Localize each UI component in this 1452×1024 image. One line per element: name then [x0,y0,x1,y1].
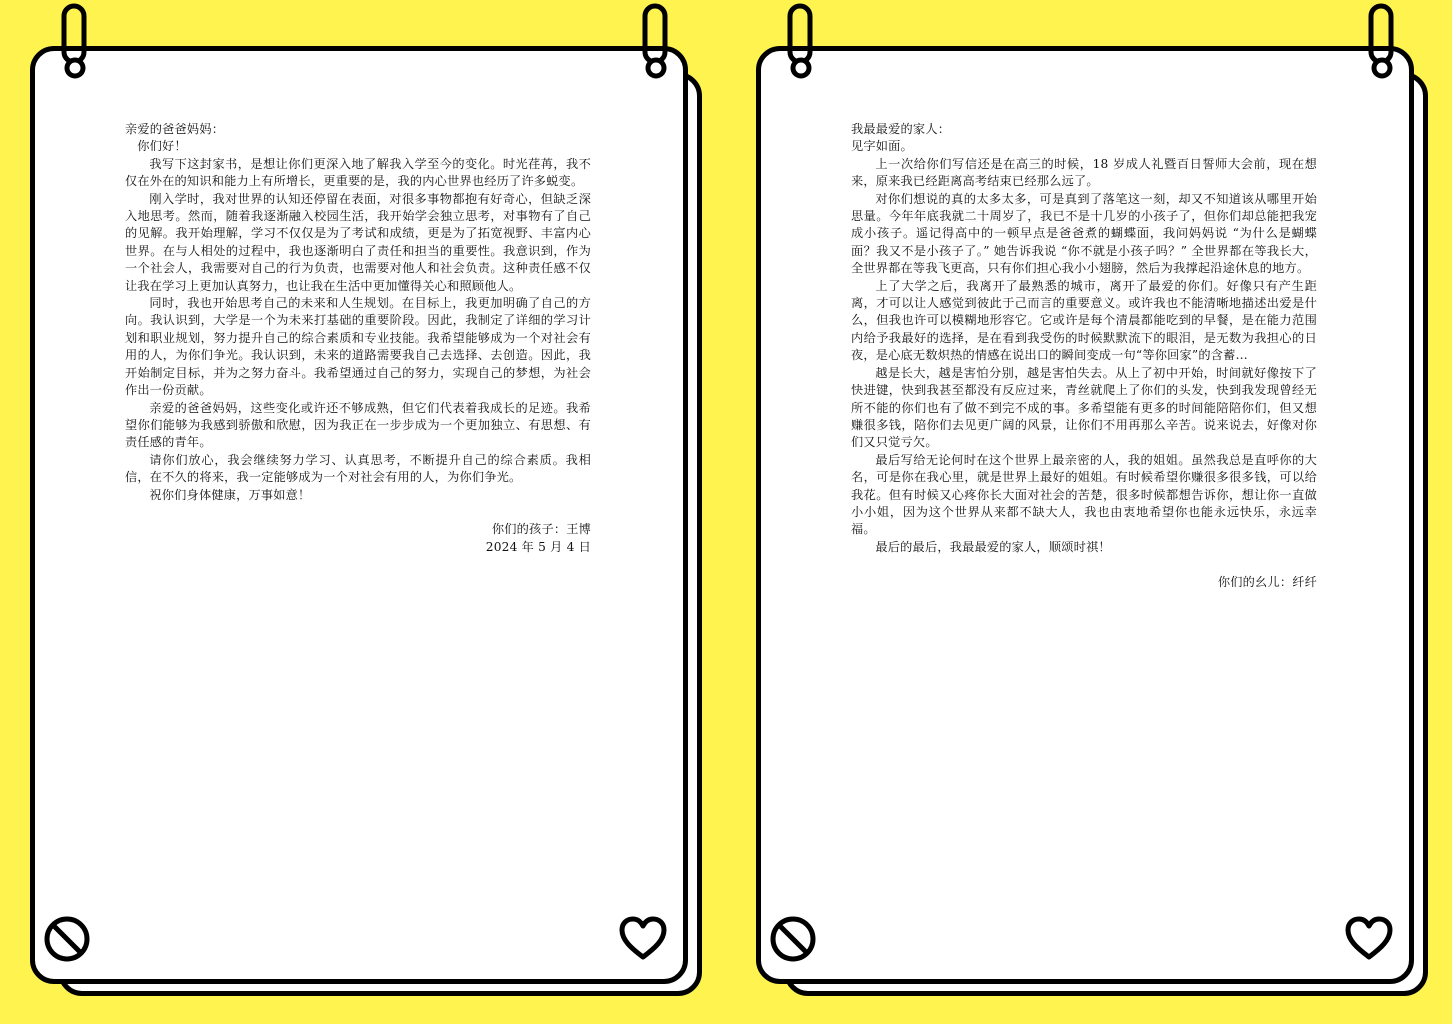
letter-greeting: 见字如面。 [851,139,913,154]
letter-paragraph: 我写下这封家书，是想让你们更深入地了解我入学至今的变化。时光荏苒，我不仅在外在的知识和能力上有所增长，更重要的是，我的内心世界也经历了许多蜕变。 [125,156,591,189]
letter-paragraph: 上一次给你们写信还是在高三的时候，18 岁成人礼暨百日誓师大会前，现在想来，原来我已经距离高考结束已经那么远了。 [851,156,1317,189]
letter-salutation: 亲爱的爸爸妈妈： [125,122,225,136]
prohibited-icon [768,914,818,964]
heart-outline-icon [1343,914,1395,962]
letter-signature: 你们的孩子：王博 [491,522,591,537]
letter-paragraph: 上了大学之后，我离开了最熟悉的城市，离开了最爱的你们。好像只有产生距离，才可以让人感觉到彼此于己而言的重要意义。或许我也不能清晰地描述出爱是什么，但我也许可以模糊地形容它。它或许是每个清晨都能吃到的早餐，是在能力范围内给予我最好的选择，是在看到我受伤的时候默默流下的眼泪，是无数为我担心的日夜，是心底无数炽热的情感在说出口的瞬间变成一句“等你回家”的含蓄… [851,278,1317,363]
letter-paragraph: 越是长大，越是害怕分别，越是害怕失去。从上了初中开始，时间就好像按下了快进键，快到我甚至都没有反应过来，青丝就爬上了你们的头发，快到我发现曾经无所不能的你们也有了做不到完不成的事。多希望能有更多的时间能陪陪你们，但又想赚很多钱，陪你们去见更广阔的风景，让你们不用再那么辛苦。说来说去，好像对你们又只觉亏欠。 [851,365,1317,450]
letter-paragraph: 对你们想说的真的太多太多，可是真到了落笔这一刻，却又不知道该从哪里开始思量。今年年底我就二十周岁了，我已不是十几岁的小孩子了，但你们却总能把我宠成小孩子。遥记得高中的一顿早点是爸爸煮的蝴蝶面，我问妈妈说 “为什么是蝴蝶面？我又不是小孩子了。” 她告诉我说 “你不就是小孩子吗？” 全世界都在等我长大，全世界都在等我飞更高，只有你们担心我小小翅膀，然后为我撑起沿途休息的地方。 [851,191,1317,276]
binder-ring-icon [58,2,92,80]
letter-paragraph: 同时，我也开始思考自己的未来和人生规划。在目标上，我更加明确了自己的方向。我认识到，大学是一个为未来打基础的重要阶段。因此，我制定了详细的学习计划和职业规划，努力提升自己的综合素质和专业技能。我希望能够成为一个对社会有用的人，为你们争光。我认识到，未来的道路需要我自己去选择、去创造。因此，我开始制定目标，并为之努力奋斗。我希望通过自己的努力，实现自己的梦想，为社会作出一份贡献。 [125,296,591,398]
letter-paragraph: 亲爱的爸爸妈妈，这些变化或许还不够成熟，但它们代表着我成长的足迹。我希望你们能够为我感到骄傲和欣慰，因为我正在一步步成为一个更加独立、有思想、有责任感的青年。 [125,400,591,450]
letter-signature: 你们的幺儿：纤纤 [1217,574,1317,589]
heart-outline-icon [617,914,669,962]
right-letter [851,121,1317,591]
binder-ring-icon [639,2,673,80]
letter-paragraph: 刚入学时，我对世界的认知还停留在表面，对很多事物都抱有好奇心，但缺乏深入地思考。然而，随着我逐渐融入校园生活，我开始学会独立思考，对事物有了自己的见解。我开始理解，学习不仅仅是为了考试和成绩，更是为了拓宽视野、丰富内心世界。在与人相处的过程中，我也逐渐明白了责任和担当的重要性。我意识到，作为一个社会人，我需要对自己的行为负责，也需要对他人和社会负责。这种责任感不仅让我在学习上更加认真努力，也让我在生活中更加懂得关心和照顾他人。 [125,191,591,293]
letter-paragraph: 请你们放心，我会继续努力学习、认真思考，不断提升自己的综合素质。我相信，在不久的将来，我一定能够成为一个对社会有用的人，为你们争光。 [125,452,591,485]
letter-greeting: 你们好！ [137,139,187,154]
letter-paragraph: 祝你们身体健康，万事如意！ [149,487,311,502]
letter-date: 2024 年 5 月 4 日 [485,539,591,554]
letter-salutation: 我最最爱的家人： [851,122,951,136]
binder-ring-icon [1365,2,1399,80]
binder-ring-icon [784,2,818,80]
letter-paragraph: 最后的最后，我最最爱的家人，顺颂时祺！ [875,539,1111,554]
prohibited-icon [42,914,92,964]
letter-paragraph: 最后写给无论何时在这个世界上最亲密的人，我的姐姐。虽然我总是直呼你的大名，可是你在我心里，就是世界上最好的姐姐。有时候希望你赚很多很多钱，可以给我花。但有时候又心疼你长大面对社会的苦楚，很多时候都想告诉你，想让你一直做小小姐，因为这个世界从来都不缺大人，我也由衷地希望你也能永远快乐，永远幸福。 [851,452,1317,537]
left-letter [125,121,591,556]
